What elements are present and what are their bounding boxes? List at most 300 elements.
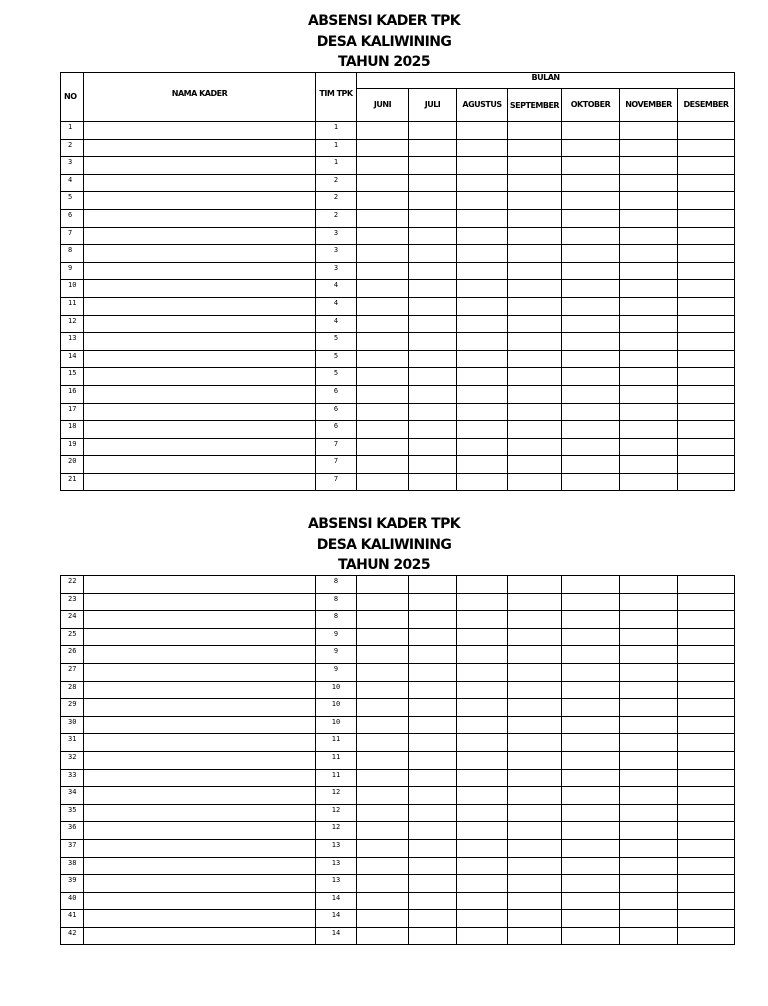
- attendance-cell-juni[interactable]: [357, 473, 409, 491]
- attendance-cell-september[interactable]: [508, 350, 562, 368]
- nama-kader-cell[interactable]: [84, 385, 316, 403]
- attendance-cell-desember[interactable]: [678, 927, 735, 945]
- attendance-cell-juni[interactable]: [357, 593, 409, 611]
- attendance-cell-juli[interactable]: [409, 157, 457, 175]
- attendance-cell-juni[interactable]: [357, 403, 409, 421]
- attendance-cell-november[interactable]: [620, 280, 678, 298]
- attendance-cell-juni[interactable]: [357, 297, 409, 315]
- attendance-cell-juli[interactable]: [409, 174, 457, 192]
- attendance-cell-juni[interactable]: [357, 804, 409, 822]
- nama-kader-cell[interactable]: [84, 699, 316, 717]
- attendance-cell-juni[interactable]: [357, 910, 409, 928]
- attendance-cell-juni[interactable]: [357, 628, 409, 646]
- attendance-cell-agustus[interactable]: [457, 385, 508, 403]
- attendance-cell-juli[interactable]: [409, 822, 457, 840]
- attendance-cell-oktober[interactable]: [562, 122, 620, 140]
- attendance-cell-september[interactable]: [508, 927, 562, 945]
- nama-kader-cell[interactable]: [84, 804, 316, 822]
- attendance-cell-november[interactable]: [620, 910, 678, 928]
- attendance-cell-desember[interactable]: [678, 804, 735, 822]
- attendance-cell-agustus[interactable]: [457, 576, 508, 594]
- attendance-cell-juli[interactable]: [409, 456, 457, 474]
- attendance-cell-september[interactable]: [508, 421, 562, 439]
- attendance-cell-agustus[interactable]: [457, 227, 508, 245]
- attendance-cell-september[interactable]: [508, 280, 562, 298]
- attendance-cell-september[interactable]: [508, 804, 562, 822]
- attendance-cell-november[interactable]: [620, 227, 678, 245]
- attendance-cell-september[interactable]: [508, 245, 562, 263]
- attendance-cell-desember[interactable]: [678, 245, 735, 263]
- attendance-cell-agustus[interactable]: [457, 804, 508, 822]
- nama-kader-cell[interactable]: [84, 910, 316, 928]
- attendance-cell-juli[interactable]: [409, 368, 457, 386]
- attendance-cell-desember[interactable]: [678, 174, 735, 192]
- attendance-cell-oktober[interactable]: [562, 350, 620, 368]
- attendance-cell-oktober[interactable]: [562, 403, 620, 421]
- attendance-cell-desember[interactable]: [678, 875, 735, 893]
- nama-kader-cell[interactable]: [84, 139, 316, 157]
- attendance-cell-november[interactable]: [620, 593, 678, 611]
- nama-kader-cell[interactable]: [84, 297, 316, 315]
- attendance-cell-agustus[interactable]: [457, 892, 508, 910]
- attendance-cell-juli[interactable]: [409, 122, 457, 140]
- attendance-cell-juli[interactable]: [409, 769, 457, 787]
- attendance-cell-juli[interactable]: [409, 910, 457, 928]
- attendance-cell-oktober[interactable]: [562, 456, 620, 474]
- nama-kader-cell[interactable]: [84, 787, 316, 805]
- attendance-cell-juni[interactable]: [357, 875, 409, 893]
- attendance-cell-september[interactable]: [508, 716, 562, 734]
- attendance-cell-september[interactable]: [508, 192, 562, 210]
- attendance-cell-agustus[interactable]: [457, 927, 508, 945]
- attendance-cell-desember[interactable]: [678, 857, 735, 875]
- attendance-cell-agustus[interactable]: [457, 403, 508, 421]
- attendance-cell-november[interactable]: [620, 456, 678, 474]
- attendance-cell-oktober[interactable]: [562, 681, 620, 699]
- attendance-cell-oktober[interactable]: [562, 787, 620, 805]
- attendance-cell-oktober[interactable]: [562, 857, 620, 875]
- nama-kader-cell[interactable]: [84, 333, 316, 351]
- attendance-cell-oktober[interactable]: [562, 822, 620, 840]
- attendance-cell-juni[interactable]: [357, 681, 409, 699]
- attendance-cell-november[interactable]: [620, 734, 678, 752]
- attendance-cell-agustus[interactable]: [457, 368, 508, 386]
- attendance-cell-september[interactable]: [508, 839, 562, 857]
- attendance-cell-juni[interactable]: [357, 192, 409, 210]
- nama-kader-cell[interactable]: [84, 646, 316, 664]
- attendance-cell-september[interactable]: [508, 262, 562, 280]
- attendance-cell-oktober[interactable]: [562, 333, 620, 351]
- nama-kader-cell[interactable]: [84, 315, 316, 333]
- attendance-cell-desember[interactable]: [678, 681, 735, 699]
- attendance-cell-agustus[interactable]: [457, 910, 508, 928]
- nama-kader-cell[interactable]: [84, 611, 316, 629]
- attendance-cell-november[interactable]: [620, 157, 678, 175]
- nama-kader-cell[interactable]: [84, 157, 316, 175]
- nama-kader-cell[interactable]: [84, 350, 316, 368]
- attendance-cell-juni[interactable]: [357, 769, 409, 787]
- attendance-cell-juni[interactable]: [357, 438, 409, 456]
- attendance-cell-juli[interactable]: [409, 927, 457, 945]
- attendance-cell-juni[interactable]: [357, 787, 409, 805]
- attendance-cell-juli[interactable]: [409, 576, 457, 594]
- attendance-cell-september[interactable]: [508, 910, 562, 928]
- nama-kader-cell[interactable]: [84, 403, 316, 421]
- attendance-cell-oktober[interactable]: [562, 769, 620, 787]
- attendance-cell-november[interactable]: [620, 245, 678, 263]
- attendance-cell-november[interactable]: [620, 368, 678, 386]
- attendance-cell-september[interactable]: [508, 174, 562, 192]
- attendance-cell-juni[interactable]: [357, 385, 409, 403]
- attendance-cell-juli[interactable]: [409, 385, 457, 403]
- attendance-cell-juni[interactable]: [357, 456, 409, 474]
- attendance-cell-juli[interactable]: [409, 751, 457, 769]
- attendance-cell-agustus[interactable]: [457, 245, 508, 263]
- attendance-cell-oktober[interactable]: [562, 646, 620, 664]
- nama-kader-cell[interactable]: [84, 438, 316, 456]
- attendance-cell-juni[interactable]: [357, 576, 409, 594]
- attendance-cell-november[interactable]: [620, 681, 678, 699]
- attendance-cell-desember[interactable]: [678, 192, 735, 210]
- attendance-cell-desember[interactable]: [678, 280, 735, 298]
- nama-kader-cell[interactable]: [84, 473, 316, 491]
- attendance-cell-juli[interactable]: [409, 227, 457, 245]
- nama-kader-cell[interactable]: [84, 122, 316, 140]
- attendance-cell-juli[interactable]: [409, 403, 457, 421]
- nama-kader-cell[interactable]: [84, 734, 316, 752]
- attendance-cell-oktober[interactable]: [562, 174, 620, 192]
- attendance-cell-desember[interactable]: [678, 350, 735, 368]
- attendance-cell-desember[interactable]: [678, 699, 735, 717]
- attendance-cell-oktober[interactable]: [562, 385, 620, 403]
- nama-kader-cell[interactable]: [84, 857, 316, 875]
- attendance-cell-agustus[interactable]: [457, 822, 508, 840]
- attendance-cell-juli[interactable]: [409, 280, 457, 298]
- nama-kader-cell[interactable]: [84, 456, 316, 474]
- attendance-cell-oktober[interactable]: [562, 927, 620, 945]
- attendance-cell-agustus[interactable]: [457, 315, 508, 333]
- attendance-cell-september[interactable]: [508, 385, 562, 403]
- attendance-cell-oktober[interactable]: [562, 192, 620, 210]
- attendance-cell-september[interactable]: [508, 611, 562, 629]
- attendance-cell-juni[interactable]: [357, 646, 409, 664]
- attendance-cell-november[interactable]: [620, 699, 678, 717]
- attendance-cell-oktober[interactable]: [562, 421, 620, 439]
- attendance-cell-agustus[interactable]: [457, 734, 508, 752]
- attendance-cell-november[interactable]: [620, 174, 678, 192]
- attendance-cell-september[interactable]: [508, 227, 562, 245]
- attendance-cell-desember[interactable]: [678, 385, 735, 403]
- attendance-cell-agustus[interactable]: [457, 751, 508, 769]
- attendance-cell-desember[interactable]: [678, 473, 735, 491]
- attendance-cell-oktober[interactable]: [562, 699, 620, 717]
- attendance-cell-agustus[interactable]: [457, 139, 508, 157]
- attendance-cell-november[interactable]: [620, 663, 678, 681]
- attendance-cell-juli[interactable]: [409, 315, 457, 333]
- attendance-cell-september[interactable]: [508, 438, 562, 456]
- attendance-cell-november[interactable]: [620, 646, 678, 664]
- attendance-cell-september[interactable]: [508, 122, 562, 140]
- attendance-cell-desember[interactable]: [678, 839, 735, 857]
- attendance-cell-september[interactable]: [508, 663, 562, 681]
- attendance-cell-november[interactable]: [620, 611, 678, 629]
- nama-kader-cell[interactable]: [84, 875, 316, 893]
- attendance-cell-desember[interactable]: [678, 122, 735, 140]
- attendance-cell-juli[interactable]: [409, 628, 457, 646]
- attendance-cell-agustus[interactable]: [457, 157, 508, 175]
- attendance-cell-desember[interactable]: [678, 456, 735, 474]
- attendance-cell-juni[interactable]: [357, 892, 409, 910]
- attendance-cell-juni[interactable]: [357, 716, 409, 734]
- attendance-cell-september[interactable]: [508, 681, 562, 699]
- attendance-cell-september[interactable]: [508, 576, 562, 594]
- nama-kader-cell[interactable]: [84, 751, 316, 769]
- attendance-cell-juli[interactable]: [409, 297, 457, 315]
- attendance-cell-juli[interactable]: [409, 593, 457, 611]
- attendance-cell-september[interactable]: [508, 787, 562, 805]
- nama-kader-cell[interactable]: [84, 593, 316, 611]
- attendance-cell-oktober[interactable]: [562, 315, 620, 333]
- attendance-cell-september[interactable]: [508, 315, 562, 333]
- attendance-cell-juni[interactable]: [357, 368, 409, 386]
- attendance-cell-desember[interactable]: [678, 646, 735, 664]
- attendance-cell-november[interactable]: [620, 333, 678, 351]
- nama-kader-cell[interactable]: [84, 262, 316, 280]
- nama-kader-cell[interactable]: [84, 576, 316, 594]
- attendance-cell-juni[interactable]: [357, 927, 409, 945]
- attendance-cell-november[interactable]: [620, 839, 678, 857]
- attendance-cell-september[interactable]: [508, 456, 562, 474]
- nama-kader-cell[interactable]: [84, 209, 316, 227]
- attendance-cell-agustus[interactable]: [457, 297, 508, 315]
- attendance-cell-juli[interactable]: [409, 245, 457, 263]
- attendance-cell-desember[interactable]: [678, 315, 735, 333]
- attendance-cell-agustus[interactable]: [457, 611, 508, 629]
- attendance-cell-agustus[interactable]: [457, 787, 508, 805]
- attendance-cell-juli[interactable]: [409, 787, 457, 805]
- nama-kader-cell[interactable]: [84, 628, 316, 646]
- attendance-cell-september[interactable]: [508, 646, 562, 664]
- attendance-cell-november[interactable]: [620, 297, 678, 315]
- attendance-cell-november[interactable]: [620, 315, 678, 333]
- attendance-cell-september[interactable]: [508, 822, 562, 840]
- nama-kader-cell[interactable]: [84, 368, 316, 386]
- attendance-cell-agustus[interactable]: [457, 333, 508, 351]
- attendance-cell-oktober[interactable]: [562, 139, 620, 157]
- attendance-cell-desember[interactable]: [678, 227, 735, 245]
- attendance-cell-september[interactable]: [508, 333, 562, 351]
- attendance-cell-desember[interactable]: [678, 892, 735, 910]
- attendance-cell-agustus[interactable]: [457, 456, 508, 474]
- attendance-cell-juli[interactable]: [409, 681, 457, 699]
- attendance-cell-september[interactable]: [508, 857, 562, 875]
- attendance-cell-november[interactable]: [620, 892, 678, 910]
- attendance-cell-oktober[interactable]: [562, 628, 620, 646]
- attendance-cell-juli[interactable]: [409, 857, 457, 875]
- attendance-cell-november[interactable]: [620, 209, 678, 227]
- attendance-cell-desember[interactable]: [678, 576, 735, 594]
- attendance-cell-oktober[interactable]: [562, 875, 620, 893]
- attendance-cell-oktober[interactable]: [562, 368, 620, 386]
- attendance-cell-juni[interactable]: [357, 315, 409, 333]
- nama-kader-cell[interactable]: [84, 280, 316, 298]
- attendance-cell-juli[interactable]: [409, 421, 457, 439]
- attendance-cell-november[interactable]: [620, 403, 678, 421]
- attendance-cell-november[interactable]: [620, 751, 678, 769]
- attendance-cell-agustus[interactable]: [457, 681, 508, 699]
- attendance-cell-juni[interactable]: [357, 751, 409, 769]
- attendance-cell-oktober[interactable]: [562, 593, 620, 611]
- attendance-cell-desember[interactable]: [678, 910, 735, 928]
- attendance-cell-oktober[interactable]: [562, 245, 620, 263]
- attendance-cell-agustus[interactable]: [457, 421, 508, 439]
- attendance-cell-november[interactable]: [620, 139, 678, 157]
- attendance-cell-november[interactable]: [620, 421, 678, 439]
- attendance-cell-juni[interactable]: [357, 245, 409, 263]
- nama-kader-cell[interactable]: [84, 681, 316, 699]
- attendance-cell-november[interactable]: [620, 769, 678, 787]
- attendance-cell-november[interactable]: [620, 350, 678, 368]
- attendance-cell-desember[interactable]: [678, 822, 735, 840]
- attendance-cell-juli[interactable]: [409, 892, 457, 910]
- attendance-cell-agustus[interactable]: [457, 769, 508, 787]
- attendance-cell-juli[interactable]: [409, 734, 457, 752]
- attendance-cell-november[interactable]: [620, 804, 678, 822]
- attendance-cell-juli[interactable]: [409, 646, 457, 664]
- attendance-cell-juni[interactable]: [357, 734, 409, 752]
- attendance-cell-oktober[interactable]: [562, 157, 620, 175]
- attendance-cell-september[interactable]: [508, 751, 562, 769]
- nama-kader-cell[interactable]: [84, 174, 316, 192]
- attendance-cell-november[interactable]: [620, 576, 678, 594]
- attendance-cell-oktober[interactable]: [562, 473, 620, 491]
- attendance-cell-september[interactable]: [508, 628, 562, 646]
- attendance-cell-juli[interactable]: [409, 611, 457, 629]
- attendance-cell-november[interactable]: [620, 628, 678, 646]
- attendance-cell-juli[interactable]: [409, 350, 457, 368]
- attendance-cell-agustus[interactable]: [457, 350, 508, 368]
- nama-kader-cell[interactable]: [84, 892, 316, 910]
- attendance-cell-september[interactable]: [508, 297, 562, 315]
- attendance-cell-november[interactable]: [620, 473, 678, 491]
- attendance-cell-juni[interactable]: [357, 663, 409, 681]
- attendance-cell-september[interactable]: [508, 875, 562, 893]
- attendance-cell-oktober[interactable]: [562, 716, 620, 734]
- nama-kader-cell[interactable]: [84, 927, 316, 945]
- nama-kader-cell[interactable]: [84, 822, 316, 840]
- attendance-cell-juli[interactable]: [409, 663, 457, 681]
- attendance-cell-desember[interactable]: [678, 209, 735, 227]
- attendance-cell-oktober[interactable]: [562, 751, 620, 769]
- attendance-cell-november[interactable]: [620, 716, 678, 734]
- nama-kader-cell[interactable]: [84, 663, 316, 681]
- attendance-cell-desember[interactable]: [678, 663, 735, 681]
- attendance-cell-desember[interactable]: [678, 262, 735, 280]
- attendance-cell-september[interactable]: [508, 769, 562, 787]
- attendance-cell-oktober[interactable]: [562, 734, 620, 752]
- attendance-cell-desember[interactable]: [678, 368, 735, 386]
- attendance-cell-oktober[interactable]: [562, 663, 620, 681]
- attendance-cell-agustus[interactable]: [457, 716, 508, 734]
- attendance-cell-juni[interactable]: [357, 839, 409, 857]
- attendance-cell-november[interactable]: [620, 122, 678, 140]
- attendance-cell-juli[interactable]: [409, 716, 457, 734]
- attendance-cell-september[interactable]: [508, 593, 562, 611]
- attendance-cell-oktober[interactable]: [562, 892, 620, 910]
- attendance-cell-desember[interactable]: [678, 593, 735, 611]
- attendance-cell-november[interactable]: [620, 822, 678, 840]
- attendance-cell-juni[interactable]: [357, 122, 409, 140]
- nama-kader-cell[interactable]: [84, 192, 316, 210]
- attendance-cell-november[interactable]: [620, 787, 678, 805]
- attendance-cell-november[interactable]: [620, 192, 678, 210]
- attendance-cell-desember[interactable]: [678, 611, 735, 629]
- attendance-cell-juni[interactable]: [357, 699, 409, 717]
- attendance-cell-november[interactable]: [620, 385, 678, 403]
- attendance-cell-agustus[interactable]: [457, 262, 508, 280]
- attendance-cell-juni[interactable]: [357, 174, 409, 192]
- attendance-cell-juni[interactable]: [357, 822, 409, 840]
- attendance-cell-juni[interactable]: [357, 139, 409, 157]
- attendance-cell-september[interactable]: [508, 209, 562, 227]
- attendance-cell-desember[interactable]: [678, 297, 735, 315]
- attendance-cell-juli[interactable]: [409, 875, 457, 893]
- attendance-cell-agustus[interactable]: [457, 646, 508, 664]
- attendance-cell-agustus[interactable]: [457, 192, 508, 210]
- attendance-cell-juli[interactable]: [409, 804, 457, 822]
- attendance-cell-juni[interactable]: [357, 611, 409, 629]
- attendance-cell-juni[interactable]: [357, 262, 409, 280]
- attendance-cell-agustus[interactable]: [457, 593, 508, 611]
- attendance-cell-september[interactable]: [508, 699, 562, 717]
- attendance-cell-agustus[interactable]: [457, 628, 508, 646]
- attendance-cell-juli[interactable]: [409, 473, 457, 491]
- attendance-cell-oktober[interactable]: [562, 262, 620, 280]
- attendance-cell-oktober[interactable]: [562, 280, 620, 298]
- attendance-cell-juli[interactable]: [409, 438, 457, 456]
- attendance-cell-desember[interactable]: [678, 421, 735, 439]
- nama-kader-cell[interactable]: [84, 245, 316, 263]
- attendance-cell-agustus[interactable]: [457, 174, 508, 192]
- attendance-cell-desember[interactable]: [678, 716, 735, 734]
- attendance-cell-oktober[interactable]: [562, 576, 620, 594]
- attendance-cell-juli[interactable]: [409, 139, 457, 157]
- attendance-cell-oktober[interactable]: [562, 227, 620, 245]
- attendance-cell-desember[interactable]: [678, 734, 735, 752]
- attendance-cell-juli[interactable]: [409, 699, 457, 717]
- attendance-cell-agustus[interactable]: [457, 663, 508, 681]
- attendance-cell-november[interactable]: [620, 857, 678, 875]
- attendance-cell-agustus[interactable]: [457, 857, 508, 875]
- attendance-cell-september[interactable]: [508, 368, 562, 386]
- attendance-cell-september[interactable]: [508, 734, 562, 752]
- attendance-cell-november[interactable]: [620, 875, 678, 893]
- attendance-cell-agustus[interactable]: [457, 875, 508, 893]
- attendance-cell-september[interactable]: [508, 403, 562, 421]
- attendance-cell-juni[interactable]: [357, 227, 409, 245]
- attendance-cell-agustus[interactable]: [457, 280, 508, 298]
- attendance-cell-desember[interactable]: [678, 333, 735, 351]
- attendance-cell-juni[interactable]: [357, 333, 409, 351]
- attendance-cell-desember[interactable]: [678, 139, 735, 157]
- attendance-cell-desember[interactable]: [678, 403, 735, 421]
- nama-kader-cell[interactable]: [84, 769, 316, 787]
- attendance-cell-november[interactable]: [620, 438, 678, 456]
- attendance-cell-oktober[interactable]: [562, 209, 620, 227]
- attendance-cell-juni[interactable]: [357, 209, 409, 227]
- attendance-cell-juli[interactable]: [409, 209, 457, 227]
- attendance-cell-juni[interactable]: [357, 350, 409, 368]
